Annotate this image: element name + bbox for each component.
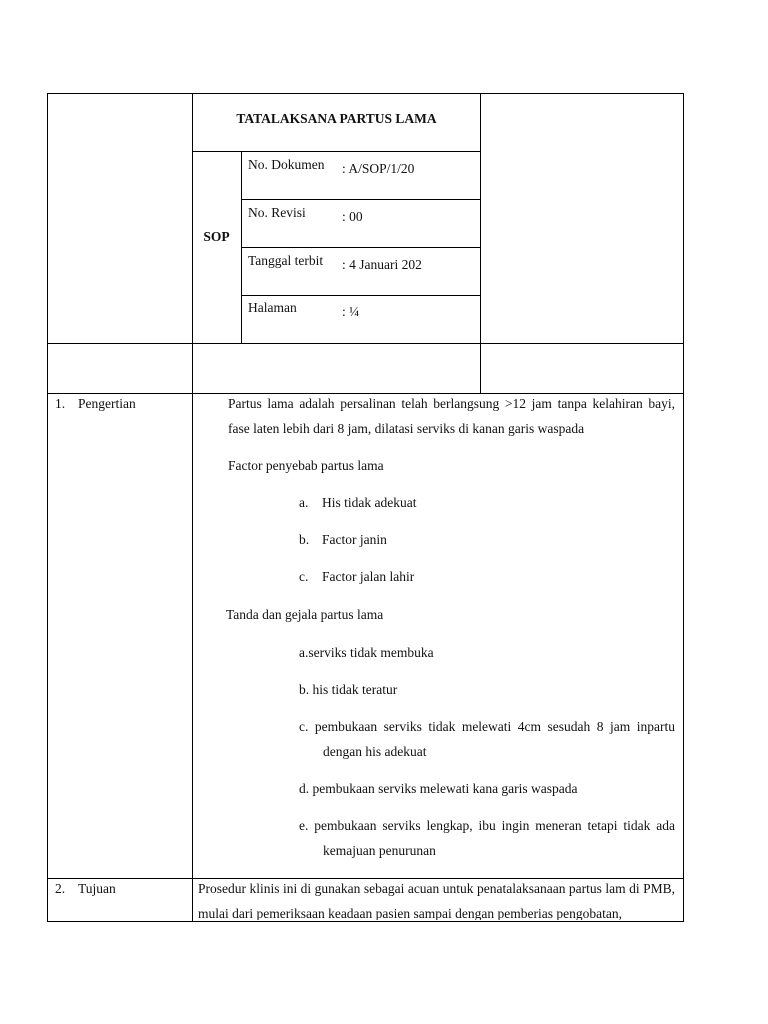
field-label-tanggal-terbit: Tanggal terbit <box>248 253 324 268</box>
document-title: TATALAKSANA PARTUS LAMA <box>236 111 437 126</box>
field-label-halaman: Halaman <box>248 300 297 315</box>
row-line-field-2 <box>241 247 481 248</box>
row-line-field-3 <box>241 295 481 296</box>
cause-item-marker: c. <box>299 569 309 584</box>
table-border-bottom <box>47 921 684 922</box>
sign-item: a.serviks tidak membuka <box>299 645 434 660</box>
sign-heading: Tanda dan gejala partus lama <box>226 607 384 622</box>
sign-item: c. pembukaan serviks tidak melewati 4cm sesudah 8 jam inpartu dengan his adekuat <box>299 719 675 759</box>
field-label-no-revisi: No. Revisi <box>248 205 306 220</box>
section-number-pengertian: 1. <box>55 396 66 411</box>
cause-item-text: Factor janin <box>322 532 387 547</box>
column-divider-3 <box>480 93 481 393</box>
section-number-tujuan: 2. <box>55 881 66 896</box>
sign-item: d. pembukaan serviks melewati kana garis waspada <box>299 781 578 796</box>
section-label-pengertian: Pengertian <box>78 396 136 411</box>
field-value-no-dokumen: : A/SOP/1/20 <box>342 161 415 176</box>
row-line-title <box>192 151 481 152</box>
column-divider-1 <box>192 93 193 922</box>
pengertian-intro: Partus lama adalah persalinan telah berlangsung >12 jam tanpa kelahiran bayi, fase laten lebih dari 8 jam, dilatasi serviks di kanan garis waspada <box>228 396 675 436</box>
field-value-no-revisi: : 00 <box>342 209 363 224</box>
field-label-no-dokumen: No. Dokumen <box>248 157 325 172</box>
sign-item: e. pembukaan serviks lengkap, ibu ingin meneran tetapi tidak ada kemajuan penurunan <box>299 818 675 858</box>
table-border-left <box>47 93 48 922</box>
section-label-tujuan: Tujuan <box>78 881 116 896</box>
row-line-field-1 <box>241 199 481 200</box>
cause-heading: Factor penyebab partus lama <box>228 458 384 473</box>
tujuan-text: Prosedur klinis ini di gunakan sebagai acuan untuk penatalaksanaan partus lam di PMB, mulai dari pemeriksaan keadaan pasien sampai dengan pemberias pengobatan, <box>198 881 675 920</box>
cause-item-text: His tidak adekuat <box>322 495 417 510</box>
sop-label: SOP <box>203 229 230 244</box>
table-border-right <box>683 93 684 922</box>
field-value-halaman: : ¼ <box>342 304 360 319</box>
cause-item-text: Factor jalan lahir <box>322 569 415 584</box>
cause-item-marker: a. <box>299 495 309 510</box>
cause-item-marker: b. <box>299 532 310 547</box>
table-border-top <box>47 93 684 94</box>
sign-item: b. his tidak teratur <box>299 682 398 697</box>
row-line-header-end <box>47 343 684 344</box>
field-value-tanggal-terbit: : 4 Januari 202 <box>342 257 422 272</box>
